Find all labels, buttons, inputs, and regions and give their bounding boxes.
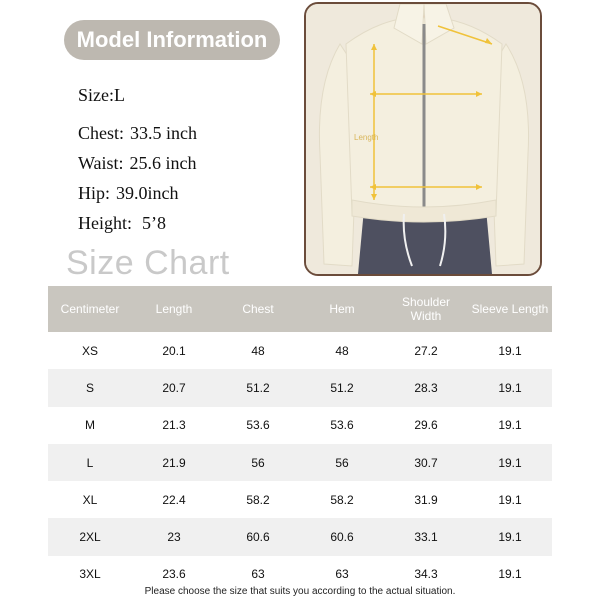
header-sleeve-length: Sleeve Length [468,286,552,332]
hem-cell: 56 [300,444,384,481]
model-measurements [78,80,197,238]
table-row [48,518,552,555]
header-hem: Hem [300,286,384,332]
chest-cell: 53.6 [246,418,270,433]
model-information-label: Model Information [76,27,268,52]
length-cell: 22.4 [162,492,186,507]
table-row [48,332,552,369]
model-chest-value: 33.5 inch [130,123,198,143]
shoulder-width-cell: 34.3 [414,567,438,582]
header-chest: Chest [216,286,300,332]
sleeve-length-cell: 19.1 [468,518,552,555]
sleeve-length-cell: 19.1 [468,369,552,406]
shoulder-width-cell: 27.2 [414,343,438,358]
model-waist-value: 25.6 inch [129,153,197,173]
shoulder-width-cell: 28.3 [384,369,468,406]
length-cell: 23 [132,518,216,555]
chest-cell: 60.6 [216,518,300,555]
size-cell: S [48,369,132,406]
size-cell: XL [82,492,98,507]
shoulder-width-cell: 33.1 [384,518,468,555]
chest-cell: 56 [216,444,300,481]
size-cell: M [85,418,95,433]
model-chest-key: Chest: [78,123,125,143]
jacket-illustration [306,4,540,274]
size-cell: L [48,444,132,481]
model-height-row [78,208,197,238]
table-row [48,481,552,518]
sleeve-length-cell: 19.1 [498,418,522,433]
chest-cell: 51.2 [216,369,300,406]
shoulder-width-cell: 30.7 [384,444,468,481]
model-hip-key: Hip: [78,183,111,203]
size-cell: 2XL [48,518,132,555]
model-information-badge [64,20,280,60]
header-centimeter: Centimeter [48,286,132,332]
size-chart-title: Size Chart [66,244,230,282]
hem-cell: 53.6 [330,418,354,433]
length-measure-label: Length [354,133,379,142]
length-cell: 20.7 [132,369,216,406]
header-length: Length [132,286,216,332]
hem-cell: 63 [335,567,349,582]
length-cell: 21.9 [132,444,216,481]
model-size-value: L [114,85,125,105]
sizing-footnote: Please choose the size that suits you according to the actual situation. [144,586,456,597]
sleeve-length-cell: 19.1 [498,567,522,582]
model-size-key: Size: [78,85,114,105]
hem-cell: 58.2 [330,492,354,507]
size-cell: 3XL [79,567,101,582]
hem-cell: 60.6 [300,518,384,555]
table-row [48,407,552,444]
product-photo [304,2,542,276]
sleeve-length-cell: 19.1 [468,444,552,481]
sleeve-length-cell: 19.1 [498,492,522,507]
model-waist-key: Waist: [78,153,124,173]
hem-cell: 51.2 [300,369,384,406]
length-cell: 20.1 [162,343,186,358]
hem-cell: 48 [335,343,349,358]
model-waist-row [78,148,197,178]
size-cell: XS [81,343,98,358]
chest-cell: 58.2 [246,492,270,507]
chest-cell: 48 [251,343,265,358]
model-height-value: 5’8 [142,213,166,233]
table-row [48,444,552,481]
shoulder-width-cell: 29.6 [414,418,438,433]
size-chart-header-row [48,286,552,332]
length-cell: 23.6 [162,567,186,582]
length-cell: 21.3 [162,418,186,433]
sleeve-length-cell: 19.1 [498,343,522,358]
header-shoulder-width: Shoulder Width [384,286,468,332]
model-chest-row [78,118,197,148]
model-height-key: Height: [78,213,132,233]
shoulder-width-cell: 31.9 [414,492,438,507]
table-row [48,369,552,406]
model-hip-row [78,178,197,208]
model-size-row [78,80,197,110]
size-chart-table [48,286,552,593]
model-hip-value: 39.0inch [116,183,179,203]
chest-cell: 63 [251,567,265,582]
